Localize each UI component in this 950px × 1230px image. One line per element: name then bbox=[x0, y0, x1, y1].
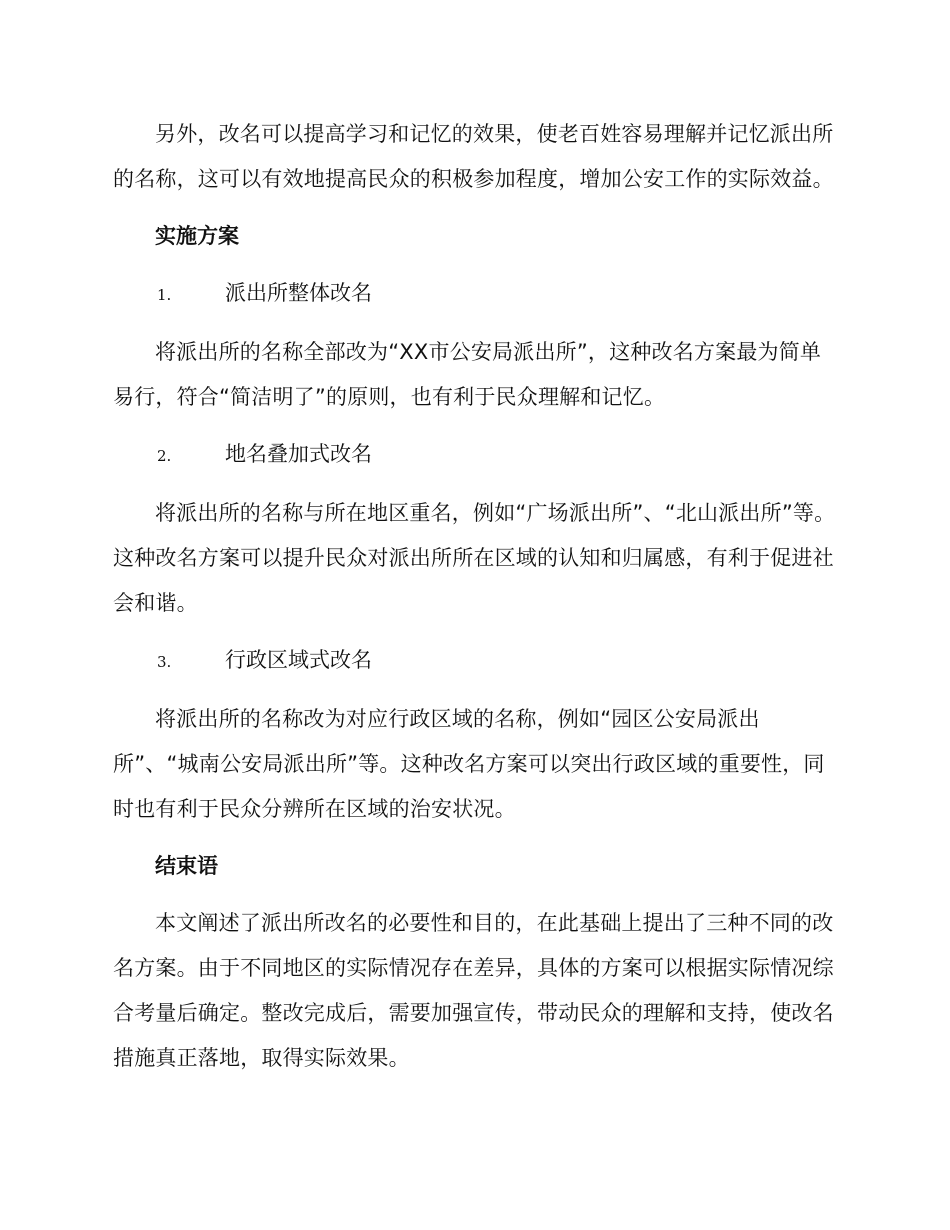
plan-item-number: 3. bbox=[157, 653, 172, 671]
plan-item-3 bbox=[113, 638, 841, 685]
plan-item-title: 行政区域式改名 bbox=[225, 648, 372, 672]
plan-item-number: 2. bbox=[157, 447, 172, 465]
plan-item-number: 1. bbox=[157, 286, 172, 304]
document-body bbox=[113, 112, 841, 1093]
conclusion-paragraph: 本文阐述了派出所改名的必要性和目的，在此基础上提出了三种不同的改名方案。由于不同地区的实际情况存在差异，具体的方案可以根据实际情况综合考量后确定。整改完成后，需要加强宣传，带动民众的理解和支持，使改名措施真正落地，取得实际效果。 bbox=[113, 911, 834, 1070]
plan-item-body: 将派出所的名称全部改为“XX市公安局派出所”，这种改名方案最为简单易行，符合“简洁明了”的原则，也有利于民众理解和记忆。 bbox=[113, 340, 822, 409]
intro-paragraph: 另外，改名可以提高学习和记忆的效果，使老百姓容易理解并记忆派出所的名称，这可以有效地提高民众的积极参加程度，增加公安工作的实际效益。 bbox=[113, 122, 834, 191]
plan-item-body: 将派出所的名称改为对应行政区域的名称，例如“园区公安局派出所”、“城南公安局派出所”等。这种改名方案可以突出行政区域的重要性，同时也有利于民众分辨所在区域的治安状况。 bbox=[113, 707, 825, 821]
plan-item-1 bbox=[113, 271, 841, 318]
plan-item-title: 派出所整体改名 bbox=[225, 281, 372, 305]
plan-heading: 实施方案 bbox=[155, 224, 239, 248]
plan-item-title: 地名叠加式改名 bbox=[225, 442, 372, 466]
plan-item-2 bbox=[113, 432, 841, 479]
conclusion-heading: 结束语 bbox=[155, 854, 218, 878]
plan-item-body: 将派出所的名称与所在地区重名，例如“广场派出所”、“北山派出所”等。这种改名方案可以提升民众对派出所所在区域的认知和归属感，有利于促进社会和谐。 bbox=[113, 501, 836, 615]
